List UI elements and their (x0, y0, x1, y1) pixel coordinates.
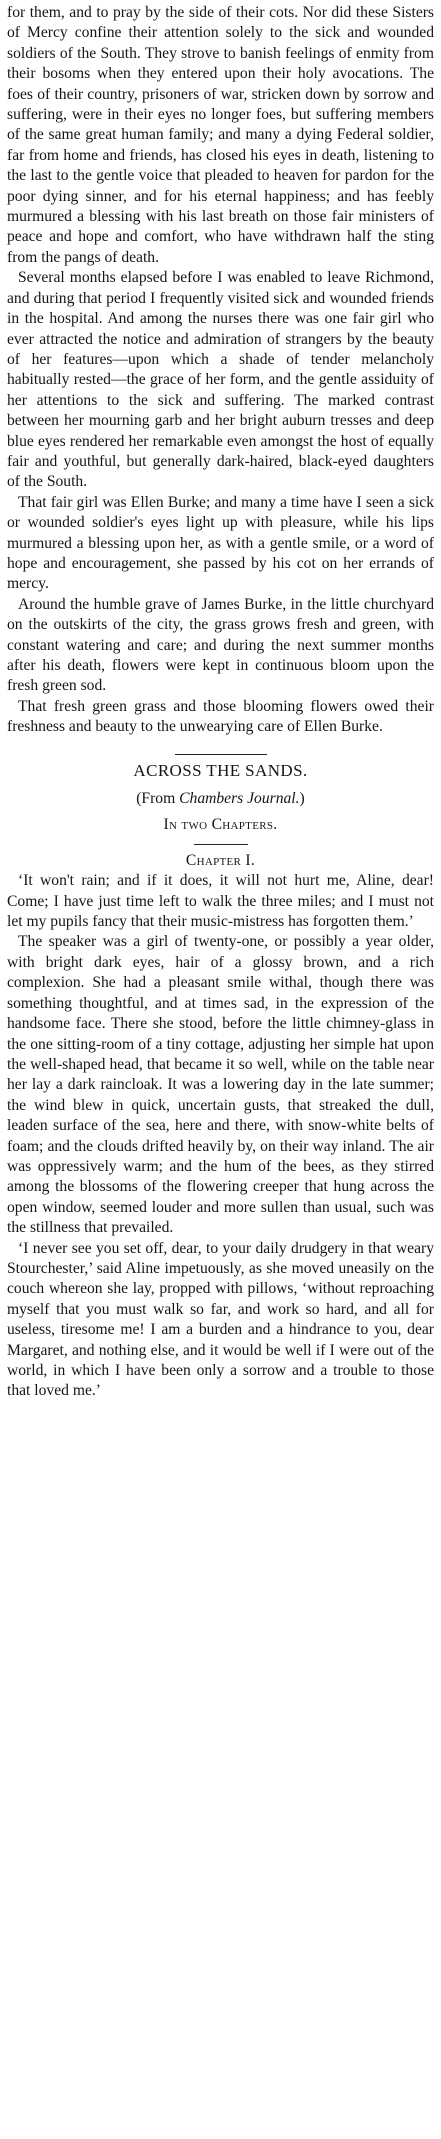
source-suffix: ) (299, 790, 305, 808)
paragraph-the-speaker: The speaker was a girl of twenty-one, or possibly a year older, with bright dark eyes, hair of a glossy brown, and a rich complexion. She had a pleasant smile withal, though there was something thoughtful, and at times sad, in the expression of the handsome face. There she stood, before the little chimney-glass in the one sitting-room of a tiny cottage, adjusting her simple hat upon the well-shaped head, that became it so well, while on the table near her lay a dark raincloak. It was a lowering day in the late summer; the wind blew in quick, uncertain gusts, that streaked the dull, leaden surface of the sea, here and there, with snow-white belts of foam; and the clouds drifted heavily by, on their way inland. The air was oppressively warm; and the hum of the bees, as they stirred among the blossoms of the flowering creeper that hung across the open window, seemed louder and more sullen than usual, such was the stillness that prevailed. (7, 933, 434, 1237)
paragraph-it-wont-rain: ‘It won't rain; and if it does, it will not hurt me, Aline, dear! Come; I have just time left to walk the three miles; and I must not let my pupils fancy that their music-mistress has forgotten them.’ (7, 872, 434, 931)
chapter-heading: Chapter I. (185, 851, 256, 869)
paragraph-several-months: Several months elapsed before I was enabled to leave Richmond, and during that period I frequently visited sick and wounded friends in the hospital. And among the nurses there was one fair girl who ever attracted the notice and admiration of strangers by the beauty of her features—upon which a shade of tender melancholy habitually rested—the grace of her form, and the gentle assiduity of her attentions to the sick and suffering. The marked contrast between her mourning garb and her bright auburn tresses and deep blue eyes rendered her remarkable even amongst the host of equally fair and youthful, but generally dark-haired, black-eyed daughters of the South. (7, 269, 434, 491)
paragraph-ellen-burke: That fair girl was Ellen Burke; and many a time have I seen a sick or wounded soldier's eyes light up with pleasure, while his lips murmured a blessing upon her, as with a gentle smile, or a word of hope and encouragement, she passed by his cot on her errands of mercy. (7, 493, 434, 593)
previous-story-ending (7, 3, 434, 738)
story-source (7, 789, 434, 809)
source-prefix: (From (136, 790, 180, 808)
story-title: ACROSS THE SANDS. (133, 760, 308, 780)
story-across-the-sands (7, 761, 434, 1402)
chapter-divider (194, 844, 248, 845)
paragraph-humble-grave: Around the humble grave of James Burke, in the little churchyard on the outskirts of the city, the grass grows fresh and green, with constant watering and care; and during the next summer months after his death, flowers were kept in continuous bloom upon the fresh green sod. (7, 595, 434, 695)
section-divider (175, 754, 267, 755)
paragraph-i-never-see-you: ‘I never see you set off, dear, to your daily drudgery in that weary Stourchester,’ said Aline impetuously, as she moved uneasily on the couch whereon she lay, propped with pillows, ‘without reproaching myself that you must walk so far, and work so hard, and all for useless, tiresome me! I am a burden and a hindrance to you, dear Margaret, and nothing else, and it would be well if I were out of the world, in which I have been only a sorrow and a trouble to those that loved me.’ (7, 1239, 434, 1400)
chapters-note: In two Chapters. (163, 816, 278, 834)
paragraph-green-grass: That fresh green grass and those blooming flowers owed their freshness and beauty to the unwearying care of Ellen Burke. (7, 697, 434, 736)
paragraph-sisters-of-mercy: for them, and to pray by the side of their cots. Nor did these Sisters of Mercy confine their attention solely to the sick and wounded soldiers of the South. They strove to banish feelings of enmity from their bosoms when they entered upon their holy avocations. The foes of their country, prisoners of war, stricken down by sorrow and suffering, were in their eyes no longer foes, but suffering members of the same great human family; and many a dying Federal soldier, far from home and friends, has closed his eyes in death, listening to the last to the gentle voice that pleaded to heaven for pardon for the poor dying sinner, and for his eternal happiness; and has feebly murmured a blessing with his last breath on those fair ministers of peace and hope and comfort, who have withdrawn half the sting from the pangs of death. (7, 4, 434, 266)
source-publication: Chambers Journal. (179, 790, 300, 808)
